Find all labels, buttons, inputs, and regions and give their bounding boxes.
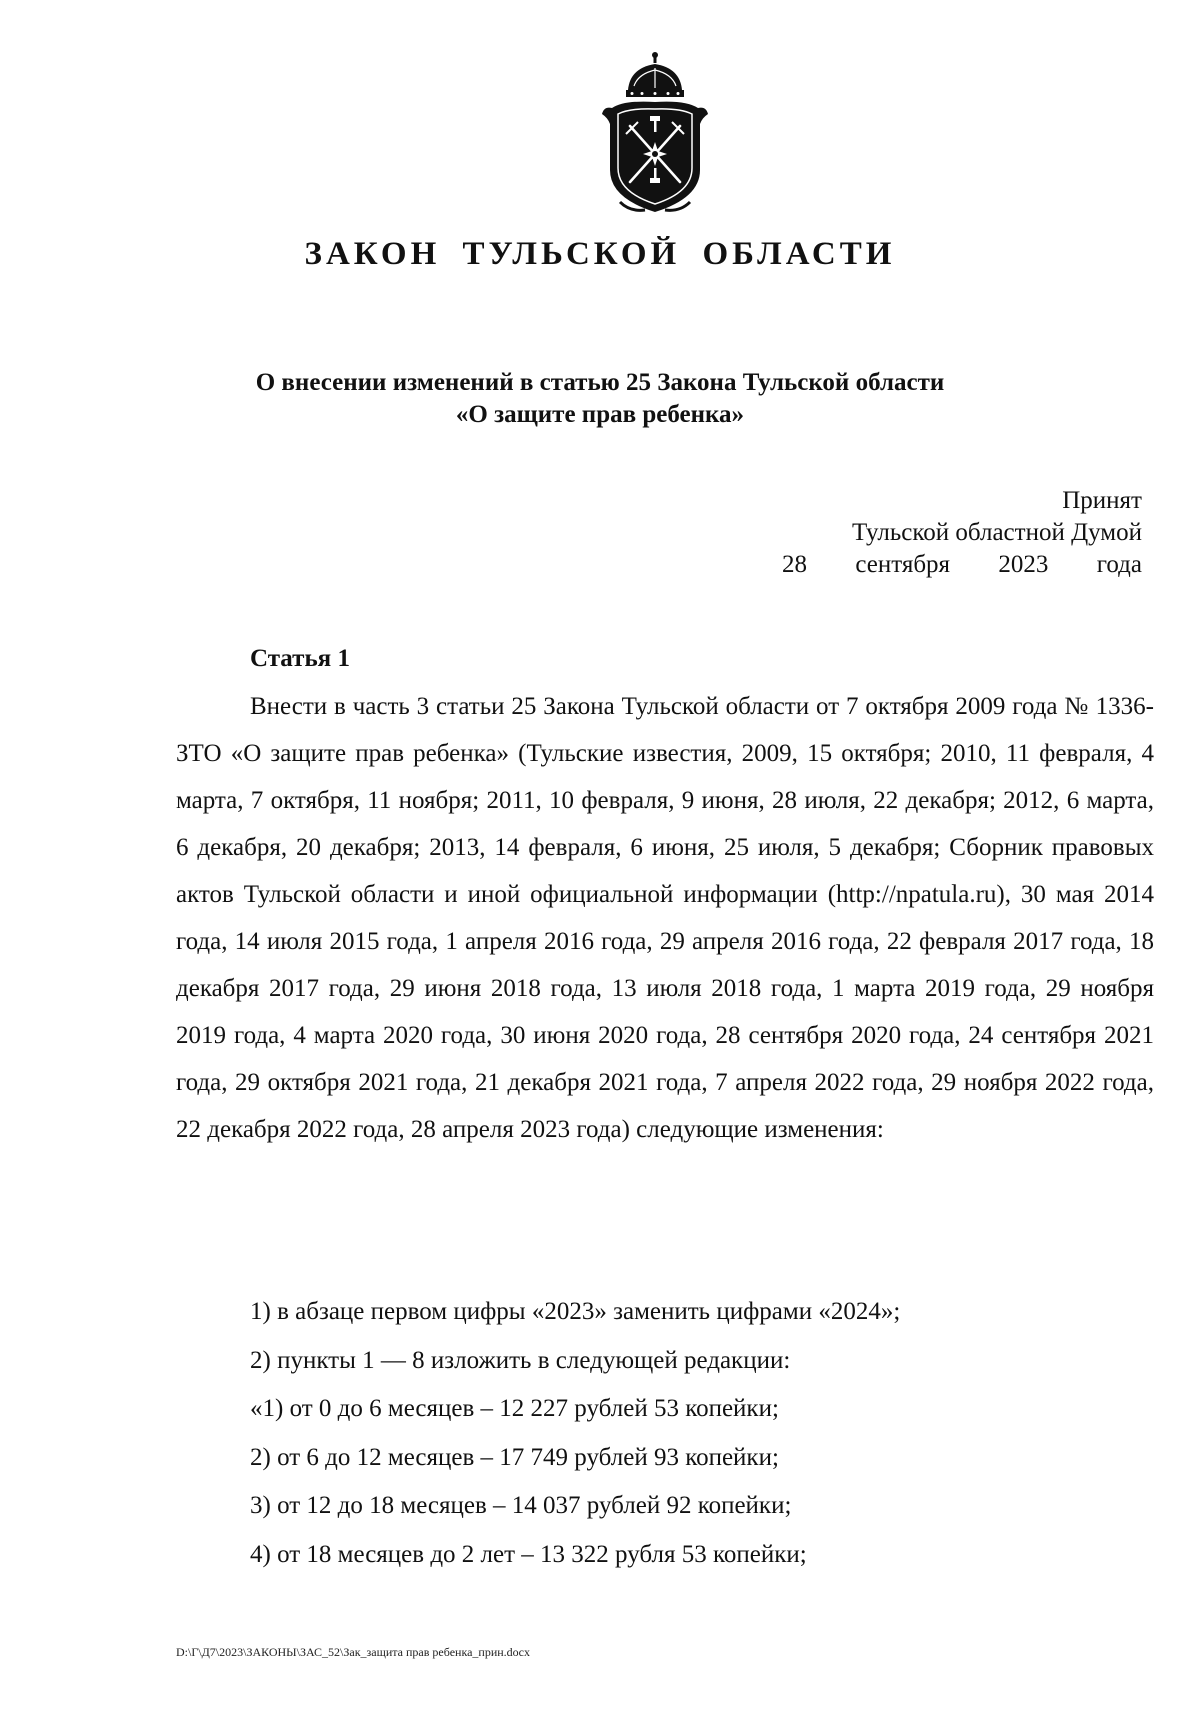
law-subtitle	[200, 367, 1000, 431]
adoption-day: 28	[782, 551, 807, 578]
adoption-body: Тульской областной Думой	[851, 519, 1142, 546]
list-item: 2) от 6 до 12 месяцев – 17 749 рублей 93 копейки;	[250, 1443, 779, 1471]
adoption-date	[782, 549, 1142, 581]
list-item: 3) от 12 до 18 месяцев – 14 037 рублей 92 копейки;	[250, 1492, 792, 1519]
article-paragraph: Внести в часть 3 статьи 25 Закона Тульской области от 7 октября 2009 года № 1336-ЗТО «О защите прав ребенка» (Тульские известия, 2009, 15 октября; 2010, 11 февраля, 4 марта, 7 октября, 11 ноября; 2011, 10 февраля, 9 июня, 28 июля, 22 декабря; 2012, 6 марта, 6 декабря, 20 декабря; 2013, 14 февраля, 6 июня, 25 июля, 5 декабря; Сборник правовых актов Тульской области и иной официальной информации (http://npatula.ru), 30 мая 2014 года, 14 июля 2015 года, 1 апреля 2016 года, 29 апреля 2016 года, 22 февраля 2017 года, 18 декабря 2017 года, 29 июня 2018 года, 13 июля 2018 года, 1 марта 2019 года, 29 ноября 2019 года, 4 марта 2020 года, 30 июня 2020 года, 28 сентября 2020 года, 24 сентября 2021 года, 29 октября 2021 года, 21 декабря 2021 года, 7 апреля 2022 года, 29 ноября 2022 года, 22 декабря 2022 года, 28 апреля 2023 года) следующие изменения:	[176, 693, 1154, 1143]
adoption-block	[782, 485, 1142, 581]
adoption-year: 2023	[998, 551, 1049, 578]
list-item: 1) в абзаце первом цифры «2023» заменить цифрами «2024»;	[250, 1298, 901, 1325]
list-item: 2) пункты 1 — 8 изложить в следующей редакции:	[250, 1346, 791, 1374]
adoption-year-word: года	[1096, 551, 1142, 578]
law-title: ЗАКОН ТУЛЬСКОЙ ОБЛАСТИ	[304, 236, 896, 272]
amendment-list	[250, 1288, 900, 1579]
adoption-month: сентября	[855, 551, 951, 578]
crown-icon	[626, 52, 684, 97]
article-heading: Статья 1	[250, 645, 350, 672]
list-item: «1) от 0 до 6 месяцев – 12 227 рублей 53 копейки;	[250, 1395, 779, 1422]
file-path-footer: D:\Г\Д7\2023\ЗАКОНЫ\ЗАС_52\Зак_защита прав ребенка_прин.docx	[176, 1645, 531, 1659]
subtitle-line-1: О внесении изменений в статью 25 Закона Тульской области	[255, 369, 945, 396]
list-item: 4) от 18 месяцев до 2 лет – 13 322 рубля 53 копейки;	[250, 1540, 807, 1568]
coat-of-arms-emblem	[590, 50, 720, 215]
subtitle-line-2: «О защите прав ребенка»	[455, 401, 745, 428]
adoption-accepted: Принят	[1062, 487, 1142, 514]
